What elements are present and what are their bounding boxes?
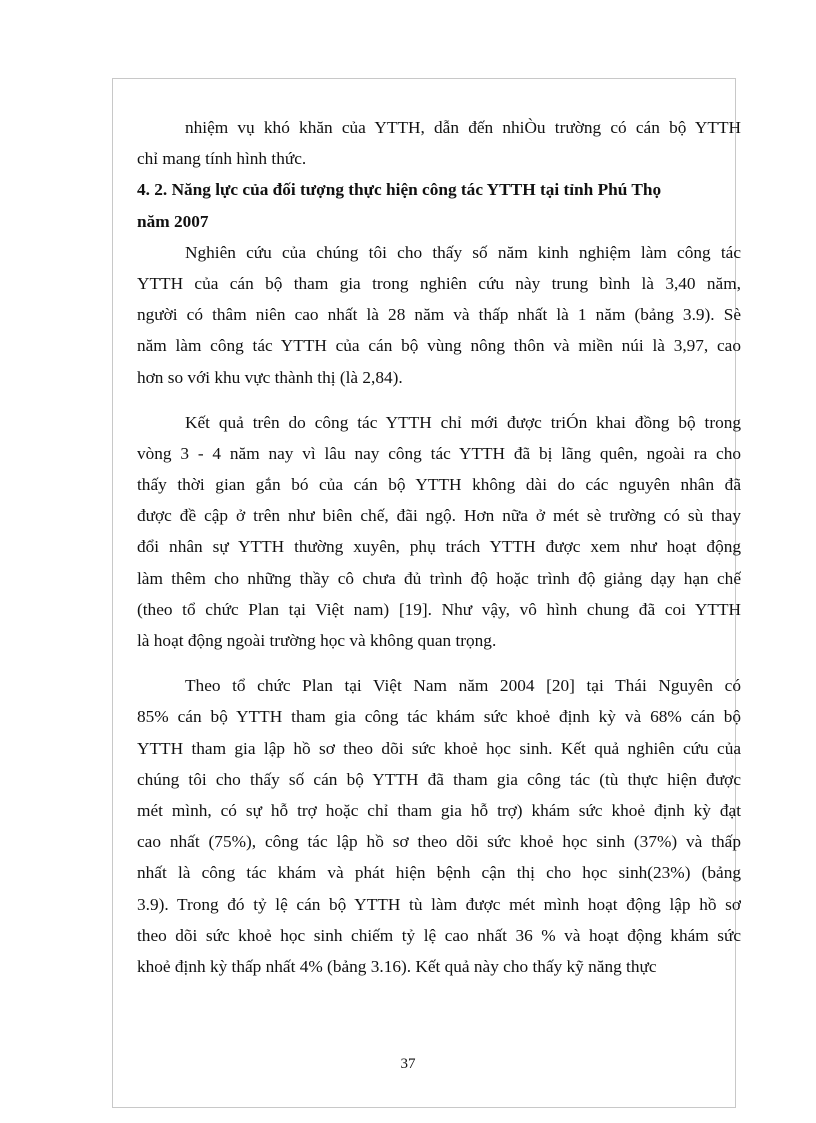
- page-number: 37: [400, 1056, 416, 1072]
- text-line: người có thâm niên cao nhất là 28 năm và thấp nhất là 1 năm (bảng 3.9). Sè: [137, 305, 741, 325]
- text-line: YTTH tham gia lập hồ sơ theo dõi sức khoẻ học sinh. Kết quả nghiên cứu của: [137, 738, 741, 758]
- text-line: được đề cập ở trên như biên chế, đãi ngộ. Hơn nữa ở mét sè trường có sù thay: [137, 506, 741, 526]
- text-line: nhất là công tác khám và phát hiện bệnh cận thị cho học sinh(23%) (bảng: [137, 863, 741, 883]
- text-line: Nghiên cứu của chúng tôi cho thấy số năm kinh nghiệm làm công tác: [185, 242, 741, 262]
- text-line: vòng 3 - 4 năm nay vì lâu nay công tác YTTH đã bị lãng quên, ngoài ra cho: [137, 443, 741, 463]
- text-line: YTTH của cán bộ tham gia trong nghiên cứu này trung bình là 3,40 năm,: [137, 273, 741, 293]
- document-body: [137, 112, 741, 982]
- text-line: (theo tổ chức Plan tại Việt nam) [19]. Như vậy, vô hình chung đã coi YTTH: [137, 599, 741, 619]
- text-line: chúng tôi cho thấy số cán bộ YTTH đã tham gia công tác (tù thực hiện được: [137, 769, 741, 789]
- text-line: Kết quả trên do công tác YTTH chỉ mới được triÓn khai đồng bộ trong: [185, 412, 741, 432]
- text-line: theo dõi sức khoẻ học sinh chiếm tỷ lệ cao nhất 36 % và hoạt động khám sức: [137, 925, 741, 945]
- section-heading: [137, 174, 741, 236]
- text-line: năm làm công tác YTTH của cán bộ vùng nông thôn và miền núi là 3,97, cao: [137, 336, 741, 356]
- text-line: đổi nhân sự YTTH thường xuyên, phụ trách YTTH được xem như hoạt động: [137, 537, 741, 557]
- paragraph-1: [137, 237, 741, 393]
- paragraph-2: [137, 407, 741, 657]
- text-line: là hoạt động ngoài trường học và không quan trọng.: [137, 631, 497, 650]
- text-line: hơn so với khu vực thành thị (là 2,84).: [137, 367, 403, 387]
- text-line: làm thêm cho những thầy cô chưa đủ trình độ hoặc trình độ giảng dạy hạn chế: [137, 568, 741, 588]
- text-line: Theo tổ chức Plan tại Việt Nam năm 2004 [20] tại Thái Nguyên có: [185, 676, 741, 696]
- text-line: 3.9). Trong đó tỷ lệ cán bộ YTTH tù làm được mét mình hoạt động lập hồ sơ: [137, 894, 741, 914]
- paragraph-3: [137, 670, 741, 982]
- paragraph-gap: [137, 393, 741, 407]
- text-line: chỉ mang tính hình thức.: [137, 149, 307, 169]
- heading-line: 4. 2. Năng lực của đối tượng thực hiện công tác YTTH tại tỉnh Phú Thọ: [137, 180, 662, 200]
- text-line: 85% cán bộ YTTH tham gia công tác khám sức khoẻ định kỳ và 68% cán bộ: [137, 707, 741, 727]
- text-line: mét mình, có sự hỗ trợ hoặc chỉ tham gia hỗ trợ) khám sức khoẻ định kỳ đạt: [137, 800, 741, 820]
- text-line: cao nhất (75%), công tác lập hồ sơ theo dõi sức khoẻ học sinh (37%) và thấp: [137, 832, 741, 852]
- paragraph-gap: [137, 656, 741, 670]
- text-line: nhiệm vụ khó khăn của YTTH, dẫn đến nhiÒu trường có cán bộ YTTH: [185, 118, 741, 137]
- text-line: thấy thời gian gắn bó của cán bộ YTTH không dài do các nguyên nhân đã: [137, 475, 741, 495]
- heading-line: năm 2007: [137, 211, 209, 231]
- paragraph-continuation: [137, 112, 741, 174]
- text-line: khoẻ định kỳ thấp nhất 4% (bảng 3.16). Kết quả này cho thấy kỹ năng thực: [137, 956, 657, 976]
